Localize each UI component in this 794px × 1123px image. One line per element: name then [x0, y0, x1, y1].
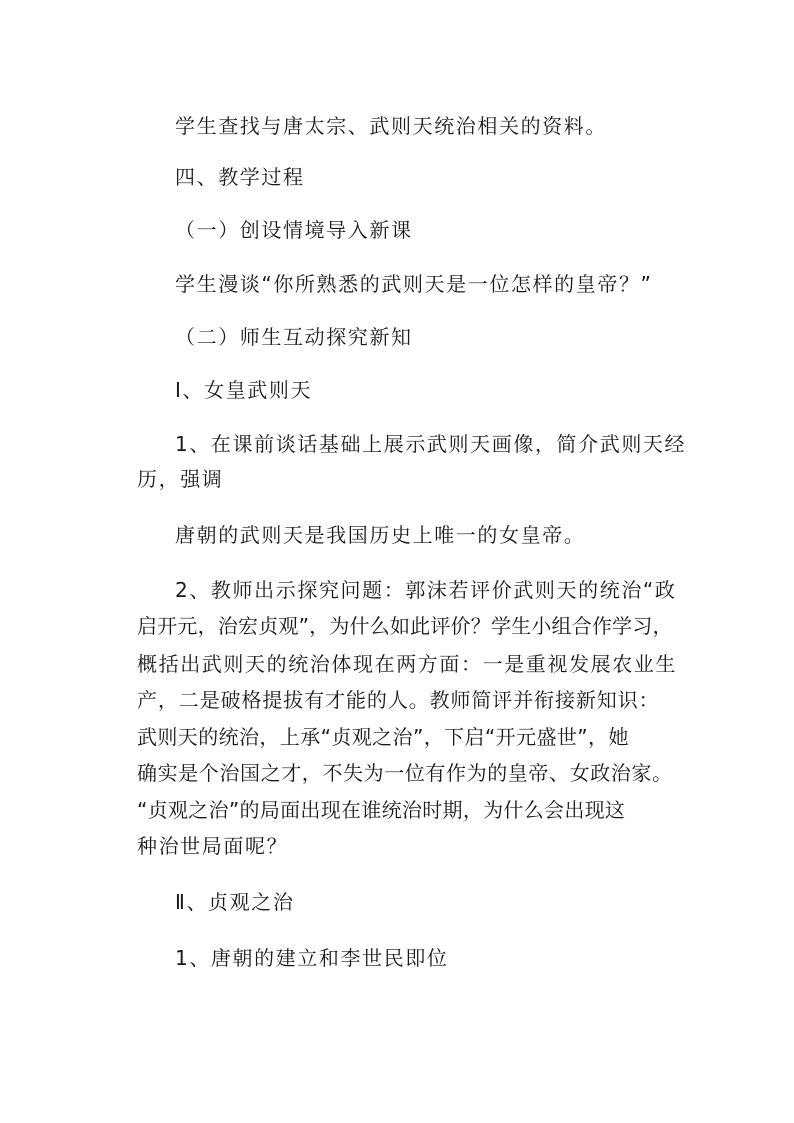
subheading-intro: （一）创设情境导入新课 [175, 218, 413, 242]
section-heading-empress: Ⅰ、女皇武则天 [175, 378, 313, 402]
paragraph-line: 启开元，治宏贞观”，为什么如此评价？学生小组合作学习， [137, 614, 673, 638]
paragraph-students-research: 学生查找与唐太宗、武则天统治相关的资料。 [175, 114, 607, 138]
paragraph-line: 种治世局面呢？ [137, 834, 289, 858]
paragraph-line: 2、教师出示探究问题：郭沫若评价武则天的统治“政 [175, 578, 677, 602]
subheading-explore: （二）师生互动探究新知 [175, 325, 413, 349]
heading-teaching-process: 四、教学过程 [175, 165, 305, 189]
paragraph-line: 武则天的统治，上承“贞观之治”，下启“开元盛世”，她 [137, 725, 629, 749]
paragraph-line: 概括出武则天的统治体现在两方面：一是重视发展农业生 [137, 652, 677, 676]
paragraph-line: 确实是个治国之才，不失为一位有作为的皇帝、女政治家。 [137, 761, 673, 785]
paragraph-student-talk: 学生漫谈“你所熟悉的武则天是一位怎样的皇帝？” [175, 272, 653, 296]
paragraph-tang-founding: 1、唐朝的建立和李世民即位 [175, 946, 449, 970]
paragraph-line: 历，强调 [137, 467, 224, 491]
paragraph-line: 产，二是破格提拔有才能的人。教师简评并衔接新知识： [137, 688, 660, 712]
paragraph-line: 1、在课前谈话基础上展示武则天画像，简介武则天经 [175, 432, 687, 456]
paragraph-only-empress: 唐朝的武则天是我国历史上唯一的女皇帝。 [175, 523, 586, 547]
section-heading-zhenguan: Ⅱ、贞观之治 [175, 890, 295, 914]
paragraph-line: “贞观之治”的局面出现在谁统治时期，为什么会出现这 [137, 798, 626, 822]
